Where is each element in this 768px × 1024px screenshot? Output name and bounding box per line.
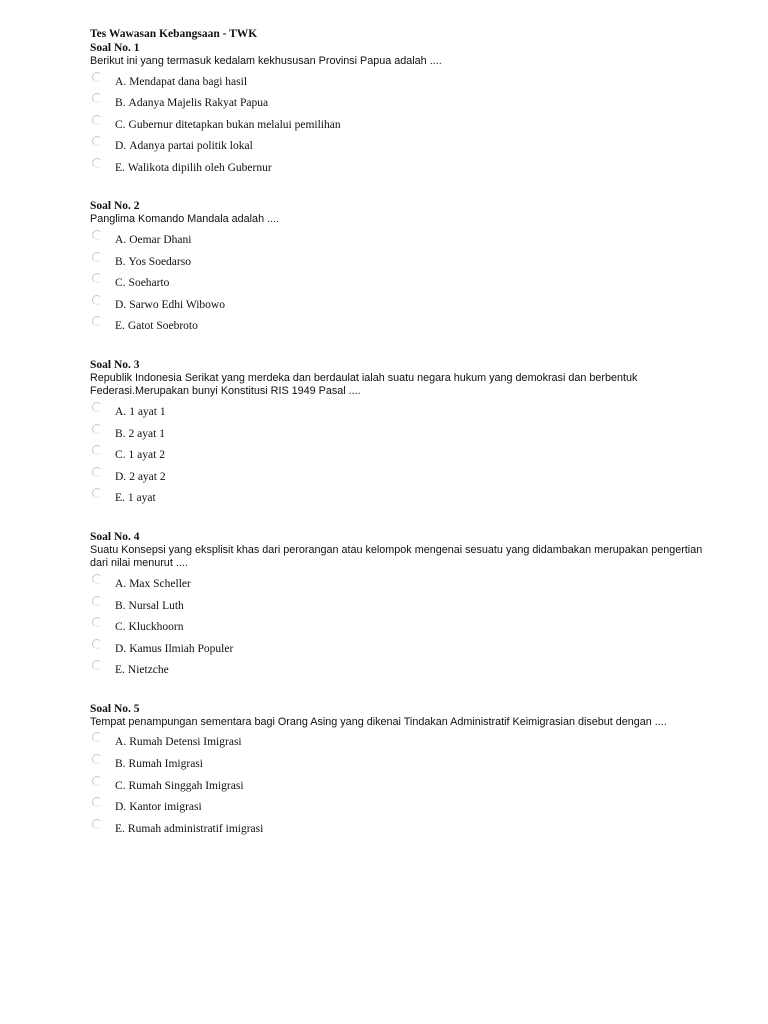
- radio-button-icon[interactable]: [92, 230, 102, 240]
- option-text: Kamus Ilmiah Populer: [129, 642, 234, 655]
- question-label: Soal No. 5: [90, 702, 140, 715]
- option-text: Kantor imigrasi: [129, 801, 202, 814]
- option-letter: D.: [115, 140, 127, 153]
- radio-button-icon[interactable]: [92, 574, 102, 584]
- radio-button-icon[interactable]: [92, 402, 102, 412]
- option-letter: C.: [115, 621, 126, 634]
- option-letter: D.: [115, 298, 127, 311]
- question-text: Tempat penampungan sementara bagi Orang Asing yang dikenai Tindakan Administratif Keimigrasian disebut dengan ....: [90, 715, 667, 728]
- option-letter: E.: [115, 664, 125, 677]
- quiz-page: [90, 27, 720, 860]
- option-text: 1 ayat 1: [129, 405, 166, 418]
- radio-button-icon[interactable]: [92, 754, 102, 764]
- option-text: Gatot Soebroto: [127, 320, 198, 333]
- option-letter: B.: [115, 255, 126, 268]
- option-text: 1 ayat 2: [128, 449, 165, 462]
- radio-button-icon[interactable]: [92, 295, 102, 305]
- radio-button-icon[interactable]: [92, 273, 102, 283]
- radio-button-icon[interactable]: [92, 488, 102, 498]
- answer-option-b[interactable]: [90, 754, 720, 776]
- answer-option-c[interactable]: [90, 273, 720, 295]
- option-text: Rumah administratif imigrasi: [127, 822, 264, 835]
- answer-option-c[interactable]: [90, 115, 720, 137]
- option-letter: A.: [115, 577, 127, 590]
- answer-option-b[interactable]: [90, 596, 720, 618]
- radio-button-icon[interactable]: [92, 316, 102, 326]
- question-text: Republik Indonesia Serikat yang merdeka dan berdaulat ialah suatu negara hukum yang demokrasi dan berbentuk Federasi.Merupakan bunyi Konstitusi RIS 1949 Pasal ....: [90, 371, 638, 398]
- answer-option-a[interactable]: [90, 574, 720, 596]
- radio-button-icon[interactable]: [92, 819, 102, 829]
- question-text: Berikut ini yang termasuk kedalam kekhususan Provinsi Papua adalah ....: [90, 55, 442, 67]
- radio-button-icon[interactable]: [92, 158, 102, 168]
- option-text: Gubernur ditetapkan bukan melalui pemilihan: [128, 118, 341, 131]
- radio-button-icon[interactable]: [92, 93, 102, 103]
- question-4: [90, 530, 720, 682]
- option-letter: D.: [115, 470, 127, 483]
- radio-button-icon[interactable]: [92, 596, 102, 606]
- option-letter: E.: [115, 161, 125, 174]
- radio-button-icon[interactable]: [92, 797, 102, 807]
- option-text: 2 ayat 1: [128, 427, 165, 440]
- answer-option-d[interactable]: [90, 136, 720, 158]
- option-letter: D.: [115, 801, 127, 814]
- answer-option-d[interactable]: [90, 295, 720, 317]
- option-letter: C.: [115, 277, 126, 290]
- option-text: 1 ayat: [127, 492, 156, 505]
- answer-option-e[interactable]: [90, 488, 720, 510]
- answer-option-a[interactable]: [90, 72, 720, 94]
- option-letter: C.: [115, 779, 126, 792]
- option-text: Soeharto: [128, 277, 170, 290]
- option-text: Max Scheller: [129, 577, 191, 590]
- radio-button-icon[interactable]: [92, 776, 102, 786]
- question-text: Suatu Konsepsi yang eksplisit khas dari perorangan atau kelompok mengenai sesuatu yang didambakan merupakan pengertian dari nilai menurut ....: [90, 543, 703, 570]
- answer-option-a[interactable]: [90, 230, 720, 252]
- radio-button-icon[interactable]: [92, 617, 102, 627]
- option-letter: E.: [115, 822, 125, 835]
- question-label: Soal No. 4: [90, 530, 140, 543]
- answer-option-a[interactable]: [90, 732, 720, 754]
- option-letter: B.: [115, 757, 126, 770]
- radio-button-icon[interactable]: [92, 115, 102, 125]
- radio-button-icon[interactable]: [92, 660, 102, 670]
- option-letter: A.: [115, 405, 127, 418]
- option-text: Rumah Singgah Imigrasi: [128, 779, 244, 792]
- radio-button-icon[interactable]: [92, 732, 102, 742]
- answer-option-e[interactable]: [90, 660, 720, 682]
- answer-option-c[interactable]: [90, 776, 720, 798]
- option-letter: B.: [115, 427, 126, 440]
- document-title: Tes Wawasan Kebangsaan - TWK: [90, 28, 258, 40]
- question-3: [90, 358, 720, 510]
- radio-button-icon[interactable]: [92, 639, 102, 649]
- answer-option-d[interactable]: [90, 797, 720, 819]
- option-text: Rumah Imigrasi: [128, 757, 203, 770]
- option-letter: B.: [115, 599, 126, 612]
- option-letter: B.: [115, 97, 126, 110]
- option-letter: E.: [115, 320, 125, 333]
- question-label: Soal No. 1: [90, 42, 140, 54]
- option-letter: D.: [115, 642, 127, 655]
- answer-option-a[interactable]: [90, 402, 720, 424]
- option-text: Nietzche: [127, 664, 169, 677]
- answer-option-b[interactable]: [90, 424, 720, 446]
- answer-option-e[interactable]: [90, 819, 720, 841]
- option-text: Walikota dipilih oleh Gubernur: [127, 161, 272, 174]
- answer-option-e[interactable]: [90, 316, 720, 338]
- answer-option-b[interactable]: [90, 93, 720, 115]
- option-text: Adanya Majelis Rakyat Papua: [128, 97, 269, 110]
- option-text: Adanya partai politik lokal: [129, 140, 253, 153]
- option-letter: C.: [115, 449, 126, 462]
- radio-button-icon[interactable]: [92, 136, 102, 146]
- answer-option-c[interactable]: [90, 445, 720, 467]
- question-1: [90, 41, 720, 179]
- option-text: Nursal Luth: [128, 599, 184, 612]
- answer-option-d[interactable]: [90, 639, 720, 661]
- radio-button-icon[interactable]: [92, 424, 102, 434]
- option-letter: A.: [115, 233, 127, 246]
- radio-button-icon[interactable]: [92, 252, 102, 262]
- option-letter: E.: [115, 492, 125, 505]
- option-letter: A.: [115, 736, 127, 749]
- answer-option-c[interactable]: [90, 617, 720, 639]
- option-text: Mendapat dana bagi hasil: [129, 75, 248, 88]
- question-text: Panglima Komando Mandala adalah ....: [90, 213, 280, 226]
- answer-option-e[interactable]: [90, 158, 720, 180]
- question-label: Soal No. 2: [90, 200, 140, 213]
- option-letter: C.: [115, 118, 126, 131]
- answer-option-b[interactable]: [90, 252, 720, 274]
- option-text: 2 ayat 2: [129, 470, 166, 483]
- option-text: Yos Soedarso: [128, 255, 191, 268]
- option-text: Rumah Detensi Imigrasi: [129, 736, 242, 749]
- radio-button-icon[interactable]: [92, 72, 102, 82]
- option-text: Oemar Dhani: [129, 233, 192, 246]
- option-text: Kluckhoorn: [128, 621, 184, 634]
- question-2: [90, 199, 720, 337]
- radio-button-icon[interactable]: [92, 445, 102, 455]
- answer-option-d[interactable]: [90, 467, 720, 489]
- radio-button-icon[interactable]: [92, 467, 102, 477]
- option-text: Sarwo Edhi Wibowo: [129, 298, 225, 311]
- question-5: [90, 702, 720, 840]
- question-list: [90, 41, 720, 840]
- question-label: Soal No. 3: [90, 358, 140, 371]
- option-letter: A.: [115, 75, 127, 88]
